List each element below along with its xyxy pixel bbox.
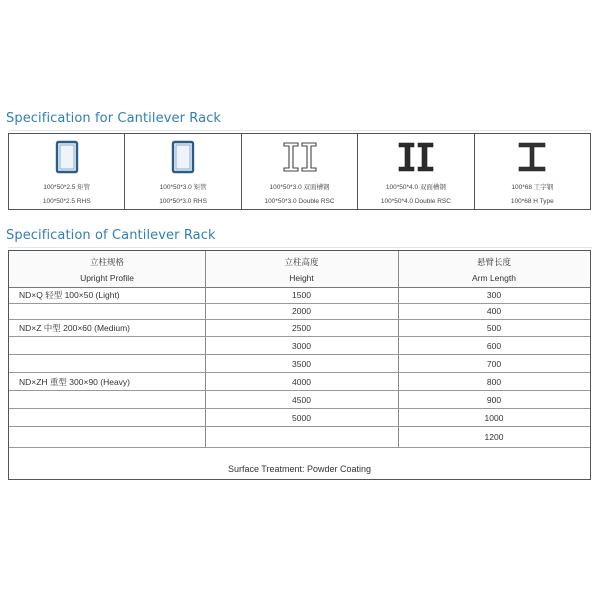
divider xyxy=(8,247,592,248)
cell-profile: ND×Z 中型 200×60 (Medium) xyxy=(19,323,131,333)
header-en: Upright Profile xyxy=(80,273,134,283)
profile-cell-rhs-3-0 xyxy=(125,134,241,209)
cell-arm: 900 xyxy=(486,395,502,405)
table-row xyxy=(9,375,590,391)
rack-spec-table xyxy=(8,250,591,480)
profile-label-en: 100*50*3.0 Double RSC xyxy=(264,198,335,205)
cell-height: 5000 xyxy=(292,413,311,423)
profile-label-cn: 100*50*3.0 矩管 xyxy=(159,184,207,191)
rectangular-tube-icon xyxy=(45,140,89,174)
profile-cell-double-rsc-3-0 xyxy=(242,134,358,209)
cell-height: 4500 xyxy=(292,395,311,405)
h-beam-icon xyxy=(510,140,554,174)
cell-profile: ND×Q 轻型 100×50 (Light) xyxy=(19,290,120,300)
profile-label-cn: 100*50*4.0 双面槽钢 xyxy=(385,184,446,191)
header-height xyxy=(205,251,398,287)
table-header xyxy=(9,251,590,288)
cell-profile xyxy=(9,357,215,372)
cell-profile xyxy=(9,393,215,408)
surface-treatment-note xyxy=(9,446,590,479)
double-channel-light-icon xyxy=(278,140,322,174)
header-upright-profile xyxy=(9,251,205,287)
cell-height: 1500 xyxy=(292,290,311,300)
cell-arm: 500 xyxy=(486,323,502,333)
cell-profile xyxy=(9,304,215,319)
cell-height: 2500 xyxy=(292,323,311,333)
table-row xyxy=(9,321,590,337)
cell-arm: 700 xyxy=(486,359,502,369)
profile-label-en: 100*50*3.0 RHS xyxy=(159,198,207,205)
profile-label-en: 100*50*4.0 Double RSC xyxy=(380,198,451,205)
cell-arm: 800 xyxy=(486,377,502,387)
header-cn: 悬臂长度 xyxy=(476,257,511,267)
cell-height: 3000 xyxy=(292,341,311,351)
cell-arm: 300 xyxy=(486,290,502,300)
header-cn: 立柱高度 xyxy=(284,257,319,267)
profile-label-en: 100*50*2.5 RHS xyxy=(42,198,91,205)
divider xyxy=(8,130,592,131)
cell-arm: 400 xyxy=(486,306,502,316)
profile-label-cn: 100*68 工字钢 xyxy=(511,184,554,191)
table-row xyxy=(9,288,590,304)
table-row xyxy=(9,411,590,427)
cell-profile: ND×ZH 重型 300×90 (Heavy) xyxy=(19,377,131,387)
table-row xyxy=(9,357,590,373)
cell-profile xyxy=(9,429,215,446)
cell-arm: 600 xyxy=(486,341,502,351)
cell-height: 4000 xyxy=(292,377,311,387)
profile-label-en: 100*68 H Type xyxy=(510,198,554,205)
profile-label-cn: 100*50*2.5 矩管 xyxy=(43,184,91,191)
surface-treatment-text: Surface Treatment: Powder Coating xyxy=(227,464,372,474)
header-en: Arm Length xyxy=(472,273,516,283)
table-row xyxy=(9,393,590,409)
cell-profile xyxy=(9,339,215,354)
cell-arm: 1000 xyxy=(484,413,504,423)
profile-cell-double-rsc-4-0 xyxy=(358,134,474,209)
profile-cell-rhs-2-5 xyxy=(9,134,125,209)
profile-spec-table xyxy=(8,133,591,210)
table-row xyxy=(9,304,590,320)
header-arm-length xyxy=(398,251,590,287)
cell-arm: 1200 xyxy=(484,432,504,442)
table-row xyxy=(9,339,590,355)
cell-profile xyxy=(9,411,215,426)
section-title-spec-for: Specification for Cantilever Rack xyxy=(6,111,222,126)
header-cn: 立柱规格 xyxy=(89,257,124,267)
section-title-spec-of: Specification of Cantilever Rack xyxy=(6,228,216,243)
header-en: Height xyxy=(289,273,314,283)
profile-label-cn: 100*50*3.0 双面槽钢 xyxy=(269,184,330,191)
double-channel-heavy-icon xyxy=(394,140,438,174)
cell-height xyxy=(205,429,398,446)
profile-cell-h-type xyxy=(475,134,590,209)
cell-height: 2000 xyxy=(292,306,311,316)
cell-height: 3500 xyxy=(292,359,311,369)
rectangular-tube-icon xyxy=(161,140,205,174)
